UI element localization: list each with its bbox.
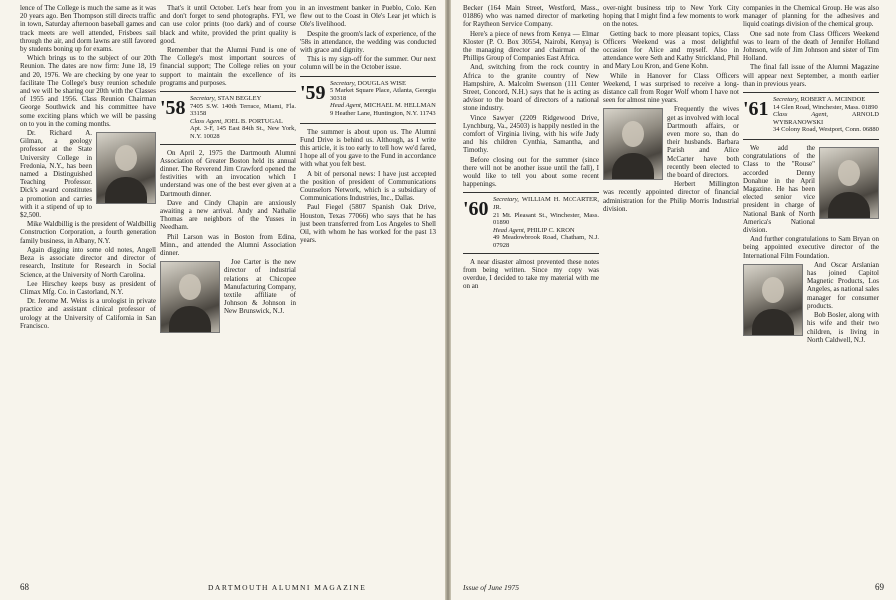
class-header-59 bbox=[300, 76, 436, 124]
paragraph: Despite the groom's lack of experience, of the '58s in attendance, the wedding was conducted with grace and dignity. bbox=[300, 29, 436, 55]
paragraph: Frequently the wives get as involved with local Dartmouth affairs, or even more so, than do their husbands. Barbara Parish and Alice McCarter have both recently been elected to the board of directors. bbox=[667, 105, 739, 180]
paragraph: And Oscar Arslanian has joined Capitol Magnetic Products, Los Angeles, as national sales manager for consumer products. bbox=[807, 260, 879, 310]
left-page bbox=[0, 0, 445, 600]
agent-label: Head Agent, bbox=[493, 226, 526, 234]
secretary-name: STAN BEGLEY bbox=[217, 95, 262, 103]
agent-name: ARNOLD WYBRANOWSKI bbox=[773, 111, 879, 126]
left-column-3 bbox=[300, 4, 436, 564]
paragraph: Remember that the Alumni Fund is one of The College's most important sources of financial support; The College relies on your support to maintain the excellence of its programs and purposes. bbox=[160, 46, 296, 87]
paragraph: over-night business trip to New York City hoping that I might find a few moments to work on the notes. bbox=[603, 4, 739, 29]
secretary-name: DOUGLAS WISE bbox=[357, 79, 407, 87]
agent-address: 49 Meadowbrook Road, Chatham, N.J. 07928 bbox=[493, 234, 599, 250]
paragraph: This is my sign-off for the summer. Our next column will be in the October issue. bbox=[300, 55, 436, 72]
class-year: '59 bbox=[300, 81, 326, 104]
agent-label: Head Agent, bbox=[330, 102, 363, 110]
paragraph: in an investment banker in Pueblo, Colo. Ken flew out to the Coast in Ole's Lear jet which is Ole's livelihood. bbox=[300, 4, 436, 29]
paragraph: Lee Hirschey keeps busy as president of Climax Mfg. Co. in Castorland, N.Y. bbox=[20, 279, 156, 296]
right-column-2 bbox=[603, 4, 739, 564]
paragraph: One sad note from Class Officers Weekend was to learn of the death of Jennifer Holland Johnson, wife of Jim Johnson and sister of Tim Holland. bbox=[743, 29, 879, 63]
agent-address: 9 Heather Lane, Huntington, N.Y. 11743 bbox=[330, 110, 436, 117]
page-number: 68 bbox=[20, 582, 29, 592]
agent-label: Class Agent, bbox=[190, 117, 223, 125]
secretary-label: Secretary, bbox=[773, 96, 799, 104]
paragraph: We add the congratulations of the Class to the "Rouse" accorded Denny Donahue in the April Magazine. He has been elected senior vice president in charge of National Bank of North America's National division. bbox=[743, 144, 815, 235]
secretary-label: Secretary, bbox=[493, 196, 519, 204]
paragraph: Dr. Richard A. Gilman, a geology professor at the State University College in Fredonia, N.Y., has been named a Distinguished Teaching Professor. Dick's award constitutes a promotion and carries with it a stipend of up to $2,500. bbox=[20, 129, 92, 220]
paragraph: Becker (164 Main Street, Westford, Mass., 01886) who was named director of marketing for Raytheon Service Company. bbox=[463, 4, 599, 29]
class-year: '61 bbox=[743, 98, 769, 121]
right-column-3 bbox=[743, 4, 879, 564]
page-number: 69 bbox=[875, 582, 884, 592]
right-page bbox=[451, 0, 896, 600]
class-header-58 bbox=[160, 91, 296, 145]
paragraph: And, switching from the rock country in Africa to the granite country of New Hampshire, A. Malcolm Swenson (111 Center Street, Concord, N.H.) says that he is acting as advisor to the board of directors of a national stone industry. bbox=[463, 63, 599, 113]
secretary-label: Secretary, bbox=[190, 95, 216, 103]
secretary-address: 21 Mt. Pleasant St., Winchester, Mass. 01890 bbox=[493, 211, 599, 227]
paragraph: While in Hanover for Class Officers Weekend, I was surprised to receive a long-distance call from Roger Wolf whom I have not seen for almost nine years. bbox=[603, 71, 739, 105]
secretary-address: 7405 S.W. 140th Terrace, Miami, Fla. 33158 bbox=[190, 102, 296, 118]
secretary-name: ROBERT A. MCINDOE bbox=[800, 96, 866, 104]
agent-name: PHILIP C. KRON bbox=[527, 226, 575, 234]
magazine-title: DARTMOUTH ALUMNI MAGAZINE bbox=[208, 583, 367, 592]
paragraph: That's it until October. Let's hear from you and don't forget to send photographs. FYI, we can use color prints (too dark) and of course black and white, provided the print quality is good. bbox=[160, 4, 296, 45]
alumni-photo bbox=[819, 147, 879, 219]
class-header-61 bbox=[743, 92, 879, 140]
secretary-name: WILLIAM H. McCARTER, JR. bbox=[493, 196, 599, 212]
right-column-1 bbox=[463, 4, 599, 564]
agent-address: 34 Colony Road, Westport, Conn. 06880 bbox=[773, 126, 879, 134]
secretary-address: 14 Glen Road, Winchester, Mass. 01890 bbox=[773, 103, 878, 111]
alumni-photo bbox=[743, 264, 803, 336]
issue-date: Issue of June 1975 bbox=[463, 583, 520, 592]
left-column-2 bbox=[160, 4, 296, 564]
paragraph: The summer is about upon us. The Alumni Fund Drive is behind us. Although, as I write this article, it is too early to tell how we'd fared, I hope all of you gave to the Fund in accordance with what you felt best. bbox=[300, 127, 436, 169]
class-header-60 bbox=[463, 192, 599, 253]
class-year: '60 bbox=[463, 198, 489, 221]
paragraph: Again digging into some old notes, Angell Beza is associate director and director of research, Institute for Research in Social Science, at the University of North Carolina. bbox=[20, 245, 156, 279]
paragraph: Before closing out for the summer (since there will not be another issue until the fall), I would like to tell you about some recent happenings. bbox=[463, 155, 599, 189]
paragraph: Dave and Cindy Chapin are anxiously awaiting a new arrival. Andy and Nathalie Thomas are neighbors of the Yusses in Needham. bbox=[160, 198, 296, 232]
paragraph: Vince Sawyer (2209 Ridgewood Drive, Lynchburg, Va., 24503) is happily nestled in the comfort of Virginia living, with his wife Judy and his children Cynthia, Samantha, and Timothy. bbox=[463, 113, 599, 155]
paragraph: Here's a piece of news from Kenya — Elmar Kloster (P. O. Box 30554, Nairobi, Kenya) is the managing director and chairman of the Phillips Group of Companies East Africa. bbox=[463, 29, 599, 63]
alumni-photo bbox=[160, 261, 220, 333]
paragraph: Bob Bosler, along with his wife and their two children, is living in North Caldwell, N.J. bbox=[807, 311, 879, 344]
paragraph: Mike Waldbillig is the president of Waldbillig Construction Corporation, a fourth generation family business, in Albany, N.Y. bbox=[20, 220, 156, 245]
secretary-label: Secretary, bbox=[330, 79, 356, 87]
agent-name: MICHAEL M. HELLMAN bbox=[364, 102, 436, 110]
paragraph: On April 2, 1975 the Dartmouth Alumni Association of Greater Boston held its annual dinner. The Reverend Jim Crawford opened the festivities with an invocation which I understand was one of the best ever given at a Dartmouth dinner. bbox=[160, 148, 296, 198]
paragraph: A bit of personal news: I have just accepted the position of president of Communications Counselors Network, which is a subsidiary of Communications Industries, Inc., Dallas. bbox=[300, 169, 436, 203]
secretary-address: 5 Market Square Place, Atlanta, Georgia 30318 bbox=[330, 87, 436, 102]
paragraph: The final fall issue of the Alumni Magazine will appear next September, a month earlier than in previous years. bbox=[743, 63, 879, 88]
paragraph: A near disaster almost prevented these notes from being written. Since my copy was overdue, I decided to take my material with me on an bbox=[463, 257, 599, 291]
agent-label: Class Agent, bbox=[773, 111, 829, 119]
alumni-photo bbox=[603, 108, 663, 180]
left-column-1 bbox=[20, 4, 156, 564]
paragraph: companies in the Chemical Group. He was also manager of planning for the adhesives and liquid coatings division of the chemical group. bbox=[743, 4, 879, 29]
paragraph: Herbert Millington was recently appointed director of financial administration for the Philip Morris Industrial division. bbox=[603, 180, 739, 213]
paragraph: Getting back to more pleasant topics, Class Officers Weekend was a most delightful occasion for Alice and myself. Also in attendance were Seth and Kathy Strickland, Phil and Mary Lou Kron, and Gene Kohn. bbox=[603, 29, 739, 71]
agent-address: Apt. 3-F, 145 East 84th St., New York, N.Y. 10028 bbox=[190, 125, 296, 140]
alumni-photo bbox=[96, 132, 156, 204]
agent-name: JOEL B. PORTUGAL bbox=[224, 117, 283, 125]
paragraph: Joe Carter is the new director of industrial relations at Chicopee Manufacturing Company, textile affiliate of Johnson & Johnson in New Brunswick, N.J. bbox=[224, 258, 296, 316]
paragraph: And further congratulations to Sam Bryan on being appointed executive director of the International Film Foundation. bbox=[743, 235, 879, 260]
paragraph: Which brings us to the subject of our 20th Reunion. The dates are now firm: June 18, 19 and 20, 1976. We are checking by one year to facilitate The College's busy reunion schedule and we will be sharing our 20th with the Classes of 1955 and 1956. Class Reunion Chairman George Southwick and his committee have some exciting plans which we will be passing on to you in the coming months. bbox=[20, 54, 156, 128]
paragraph: Dr. Jerome M. Weiss is a urologist in private practice and assistant clinical professor of urology at the University of California in San Francisco. bbox=[20, 297, 156, 330]
class-year: '58 bbox=[160, 97, 186, 120]
paragraph: lence of The College is much the same as it was 20 years ago. Ben Thompson still directs traffic in town, Saturday afternoon baseball games and track meets are well attended, Frisbees sail through the air, and dorm lawns are still favored by students boning up for exams. bbox=[20, 4, 156, 54]
paragraph: Phil Larson was in Boston from Edina, Minn., and attended the Alumni Association dinner. bbox=[160, 232, 296, 258]
paragraph: Paul Fiegel (5807 Spanish Oak Drive, Houston, Texas 77066) who says that he has just been transferred from Los Angeles to Shell Oil, with whom he has worked for the past 13 years. bbox=[300, 203, 436, 245]
